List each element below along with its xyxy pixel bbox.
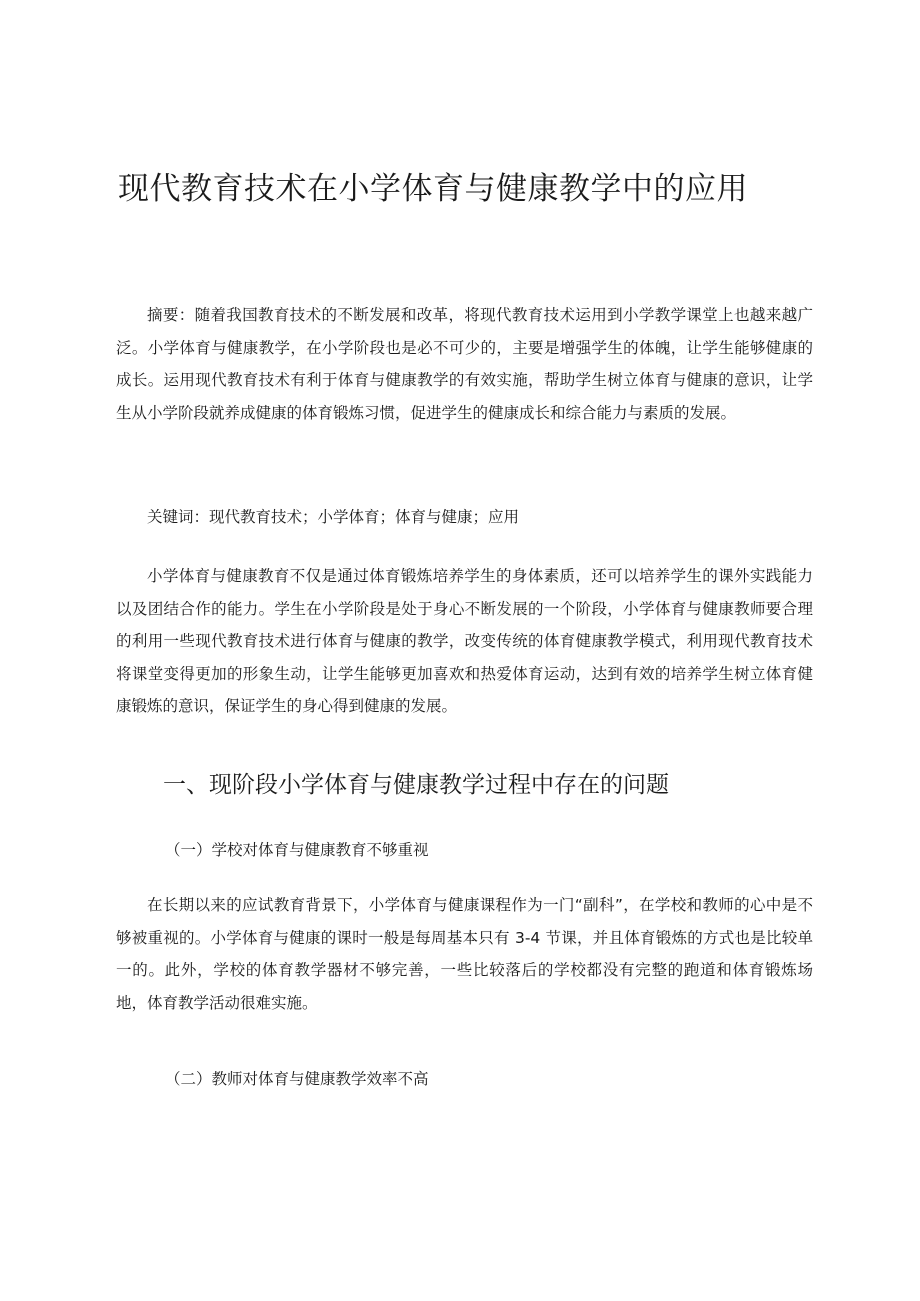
- subsection-heading-1: （一）学校对体育与健康教育不够重视: [165, 841, 429, 859]
- abstract-paragraph: 摘要：随着我国教育技术的不断发展和改革，将现代教育技术运用到小学教学课堂上也越来越广泛。小学体育与健康教学，在小学阶段也是必不可少的，主要是增强学生的体魄，让学生能够健康的成长。运用现代教育技术有利于体育与健康教学的有效实施，帮助学生树立体育与健康的意识，让学生从小学阶段就养成健康的体育锻炼习惯，促进学生的健康成长和综合能力与素质的发展。: [116, 306, 813, 422]
- section-heading: 一、现阶段小学体育与健康教学过程中存在的问题: [163, 772, 669, 798]
- subsection-heading-2: （二）教师对体育与健康教学效率不高: [165, 1070, 429, 1088]
- subsection-body-1: 在长期以来的应试教育背景下，小学体育与健康课程作为一门“副科”，在学校和教师的心中是不够被重视的。小学体育与健康的课时一般是每周基本只有 3-4 节课，并且体育锻炼的方式也是比较单一的。此外，学校的体育教学器材不够完善，一些比较落后的学校都没有完整的跑道和体育锻炼场地，体育教学活动很难实施。: [116, 896, 813, 1012]
- intro-paragraph: 小学体育与健康教育不仅是通过体育锻炼培养学生的身体素质，还可以培养学生的课外实践能力以及团结合作的能力。学生在小学阶段是处于身心不断发展的一个阶段，小学体育与健康教师要合理的利用一些现代教育技术进行体育与健康的教学，改变传统的体育健康教学模式，利用现代教育技术将课堂变得更加的形象生动，让学生能够更加喜欢和热爱体育运动，达到有效的培养学生树立体育健康锻炼的意识，保证学生的身心得到健康的发展。: [116, 567, 813, 715]
- keywords-paragraph: 关键词：现代教育技术；小学体育；体育与健康；应用: [147, 508, 520, 526]
- document-title: 现代教育技术在小学体育与健康教学中的应用: [118, 171, 748, 207]
